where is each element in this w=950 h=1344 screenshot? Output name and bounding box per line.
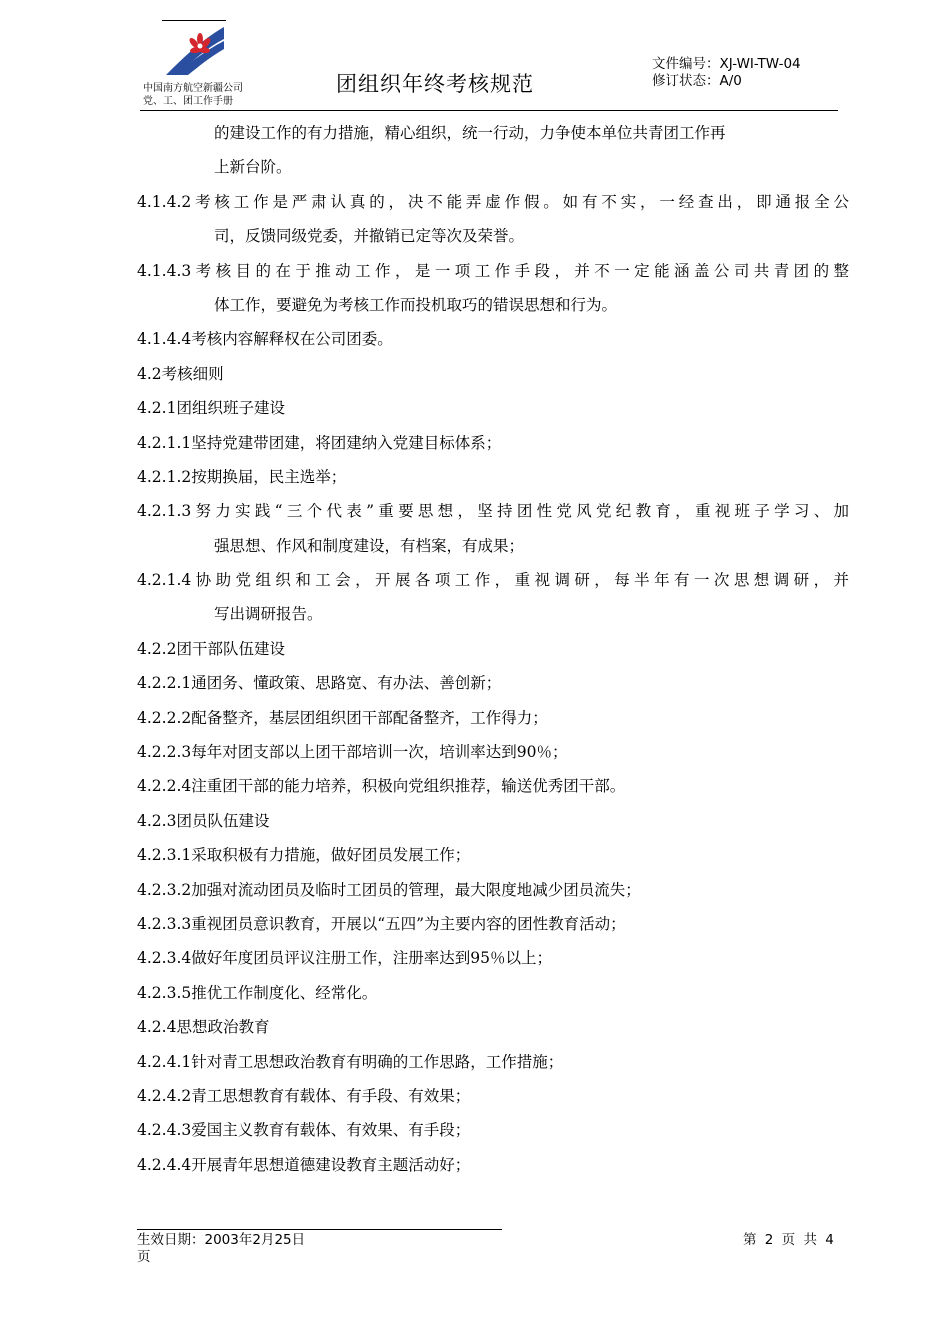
document-number: 文件编号：XJ-WI-TW-04 (652, 56, 801, 72)
body-line: 4.2.3.4做好年度团员评议注册工作，注册率达到95％以上； (137, 949, 552, 968)
body-line: 强思想、作风和制度建设，有档案，有成果； (214, 536, 525, 555)
body-line: 4.2.3.3重视团员意识教育，开展以“五四”为主要内容的团性教育活动； (137, 914, 626, 933)
body-line: 4.2.2.3每年对团支部以上团干部培训一次，培训率达到90％； (137, 743, 568, 762)
airline-logo-icon (164, 25, 226, 77)
document-title: 团组织年终考核规范 (336, 72, 534, 96)
page-number: 第 2 页 共 4 (743, 1232, 834, 1248)
section-heading: 4.2.4思想政治教育 (137, 1018, 270, 1037)
body-line: 写出调研报告。 (214, 605, 323, 624)
body-line: 上新台阶。 (214, 158, 292, 177)
body-line: 4.2.1.4协助党组织和工会，开展各项工作，重视调研，每半年有一次思想调研，并 (137, 571, 849, 590)
page-suffix: 页 (137, 1249, 151, 1265)
body-line: 4.2.1.3努力实践“三个代表”重要思想，坚持团性党风党纪教育，重视班子学习、加 (137, 502, 849, 521)
document-meta (652, 56, 801, 90)
company-line-1: 中国南方航空新疆公司 (143, 83, 243, 94)
logo-rule (162, 20, 226, 21)
body-line: 4.1.4.3考核目的在于推动工作，是一项工作手段，并不一定能涵盖公司共青团的整 (137, 261, 849, 280)
body-line: 4.2.4.3爱国主义教育有载体、有效果、有手段； (137, 1121, 471, 1140)
body-line: 4.1.4.2考核工作是严肃认真的，决不能弄虚作假。如有不实，一经查出，即通报全公 (137, 192, 849, 211)
company-name (143, 82, 243, 108)
body-line: 4.2.1.2按期换届，民主选举； (137, 467, 347, 486)
page-footer (137, 1232, 305, 1266)
body-line: 4.1.4.4考核内容解释权在公司团委。 (137, 330, 393, 349)
body-line: 4.2.4.2青工思想教育有载体、有手段、有效果； (137, 1086, 471, 1105)
section-heading: 4.2.3团员队伍建设 (137, 811, 270, 830)
body-line: 4.2.2.2配备整齐，基层团组织团干部配备整齐，工作得力； (137, 708, 548, 727)
body-line: 4.2.3.2加强对流动团员及临时工团员的管理，最大限度地减少团员流失； (137, 880, 641, 899)
revision-status: 修订状态：A/0 (652, 73, 742, 89)
body-line: 4.2.4.1针对青工思想政治教育有明确的工作思路，工作措施； (137, 1052, 564, 1071)
footer-divider (137, 1229, 502, 1230)
body-line: 4.2.2.1通团务、懂政策、思路宽、有办法、善创新； (137, 674, 502, 693)
body-line: 4.2.3.1采取积极有力措施，做好团员发展工作； (137, 846, 471, 865)
body-line: 4.2.1.1坚持党建带团建，将团建纳入党建目标体系； (137, 433, 502, 452)
body-line: 4.2.4.4开展青年思想道德建设教育主题活动好； (137, 1155, 471, 1174)
header-divider (140, 110, 838, 111)
section-heading: 4.2.1团组织班子建设 (137, 399, 285, 418)
body-line: 的建设工作的有力措施，精心组织，统一行动，力争使本单位共青团工作再 (214, 124, 726, 142)
body-line: 4.2.3.5推优工作制度化、经常化。 (137, 983, 378, 1002)
document-body (137, 116, 857, 1182)
body-line: 体工作，要避免为考核工作而投机取巧的错误思想和行为。 (214, 295, 618, 314)
page-header (0, 0, 950, 112)
company-line-2: 党、工、团工作手册 (143, 96, 233, 107)
section-heading: 4.2考核细则 (137, 364, 224, 383)
effective-date: 生效日期：2003年2月25日 (137, 1232, 306, 1248)
body-line: 4.2.2.4注重团干部的能力培养，积极向党组织推荐，输送优秀团干部。 (137, 777, 626, 796)
body-line: 司，反馈同级党委，并撤销已定等次及荣誉。 (214, 227, 525, 246)
section-heading: 4.2.2团干部队伍建设 (137, 639, 285, 658)
